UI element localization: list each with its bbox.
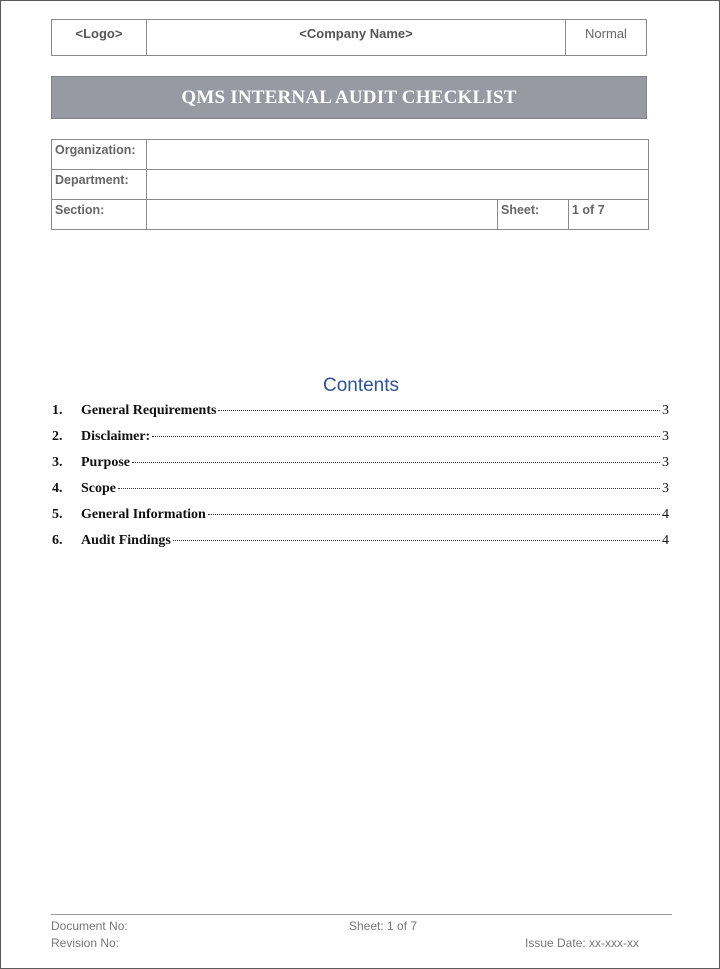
- toc-item[interactable]: [52, 429, 669, 455]
- department-label: Department:: [52, 170, 147, 200]
- toc-item[interactable]: [52, 455, 669, 481]
- footer-divider: [51, 914, 672, 915]
- sheet-value: 1 of 7: [569, 200, 649, 230]
- toc-item[interactable]: [52, 481, 669, 507]
- header-table: [51, 19, 647, 56]
- toc-leader-dots: [132, 462, 660, 463]
- toc-item-page: 4: [662, 507, 669, 522]
- toc-item-number: 1.: [52, 403, 63, 418]
- toc-item[interactable]: [52, 507, 669, 533]
- footer-issue-date: Issue Date: xx-xxx-xx: [525, 936, 640, 950]
- toc-item-text: General Requirements: [81, 403, 217, 418]
- footer-document-no: Document No:: [51, 919, 128, 933]
- sheet-label: Sheet:: [498, 200, 569, 230]
- toc-item-page: 4: [662, 533, 669, 548]
- document-title: QMS INTERNAL AUDIT CHECKLIST: [181, 86, 517, 108]
- toc-item[interactable]: [52, 403, 669, 429]
- organization-row: [52, 140, 649, 170]
- table-of-contents: [52, 403, 669, 559]
- toc-item-number: 4.: [52, 481, 63, 496]
- toc-item-page: 3: [662, 403, 669, 418]
- department-field[interactable]: [147, 170, 649, 200]
- toc-item-text: Scope: [81, 481, 116, 496]
- toc-leader-dots: [118, 488, 660, 489]
- toc-item[interactable]: [52, 533, 669, 559]
- document-status: Normal: [585, 26, 627, 41]
- department-row: [52, 170, 649, 200]
- toc-item-page: 3: [662, 481, 669, 496]
- section-label: Section:: [52, 200, 147, 230]
- info-table: [51, 139, 649, 230]
- toc-item-number: 6.: [52, 533, 63, 548]
- toc-item-page: 3: [662, 455, 669, 470]
- organization-label: Organization:: [52, 140, 147, 170]
- title-band: [51, 76, 647, 119]
- toc-item-text: General Information: [81, 507, 206, 522]
- company-name: <Company Name>: [147, 20, 566, 55]
- footer-sheet: Sheet: 1 of 7: [349, 919, 418, 933]
- toc-leader-dots: [218, 410, 660, 411]
- toc-leader-dots: [173, 540, 660, 541]
- toc-leader-dots: [208, 514, 660, 515]
- toc-item-page: 3: [662, 429, 669, 444]
- toc-item-text: Disclaimer:: [81, 429, 151, 444]
- toc-item-number: 5.: [52, 507, 63, 522]
- footer-revision-no: Revision No:: [51, 936, 120, 950]
- contents-heading: Contents: [322, 375, 400, 396]
- organization-field[interactable]: [147, 140, 649, 170]
- section-field[interactable]: [147, 200, 498, 230]
- logo-placeholder: <Logo>: [52, 20, 147, 55]
- toc-leader-dots: [152, 436, 660, 437]
- section-row: [52, 200, 649, 230]
- toc-item-number: 2.: [52, 429, 63, 444]
- toc-item-text: Purpose: [81, 455, 130, 470]
- toc-item-number: 3.: [52, 455, 63, 470]
- toc-item-text: Audit Findings: [81, 533, 171, 548]
